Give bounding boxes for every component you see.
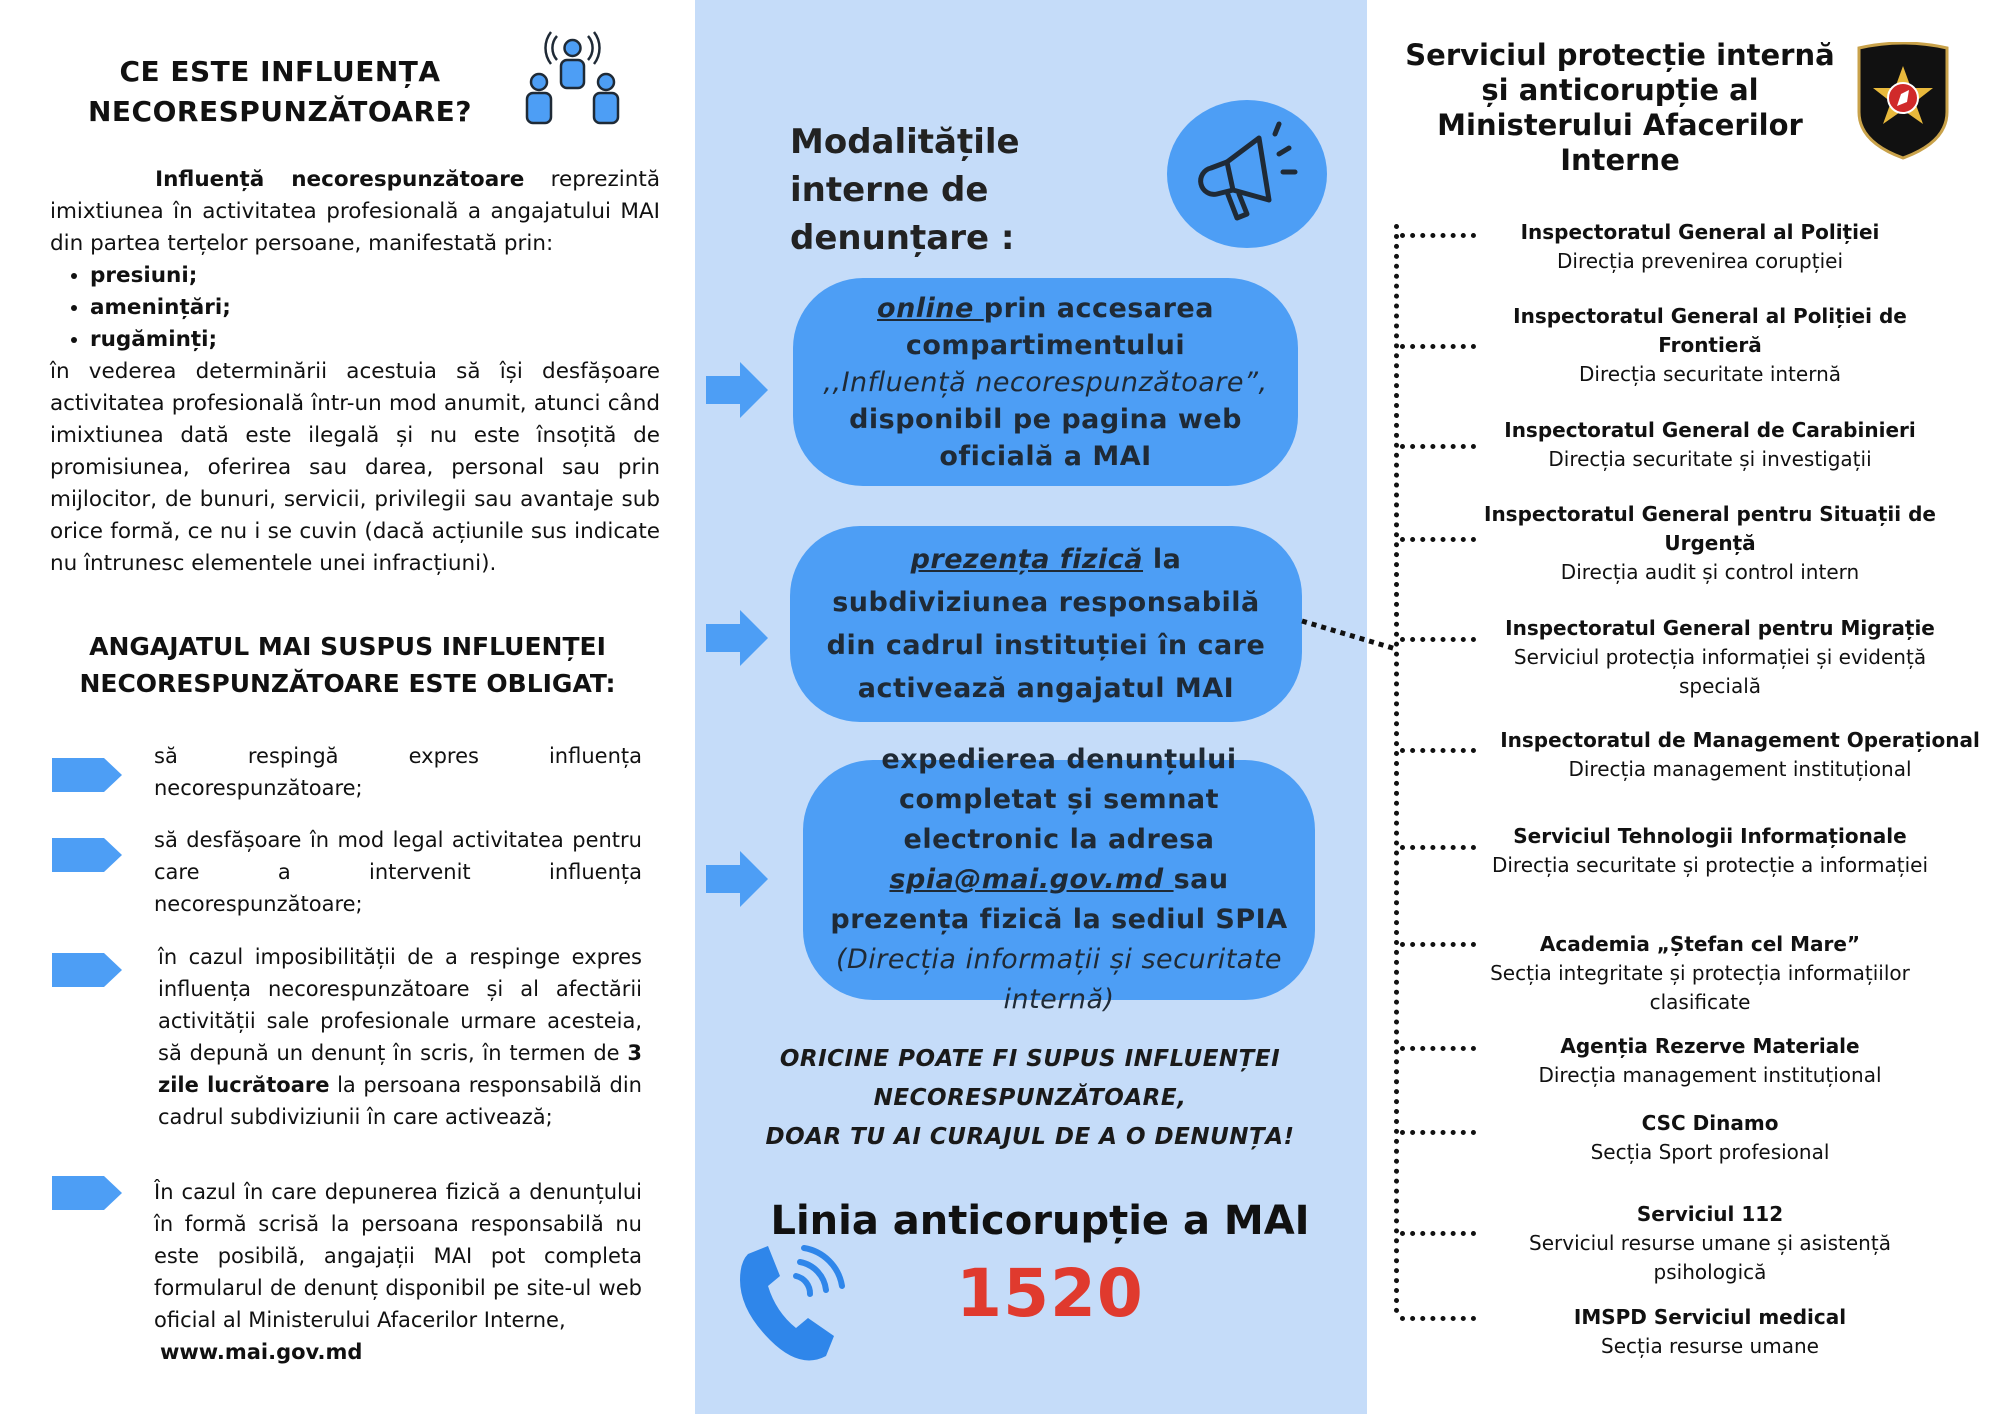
arrow-right-icon <box>706 851 768 907</box>
card-text: sau prezența fizică la sediul SPIA <box>830 864 1288 935</box>
definition-body: reprezintă imixtiunea în activitatea profesională a angajatului MAI din partea terțelor persoane, manifestată prin: <box>50 167 660 256</box>
institution-name: Serviciul 112 <box>1636 1202 1784 1226</box>
online-option-card[interactable] <box>793 278 1298 486</box>
duty-text: să respingă expres influența necorespunzătoare; <box>154 744 642 800</box>
arrow-right-icon <box>706 362 768 418</box>
institution-department: Direcția management instituțional <box>1568 757 1912 781</box>
card-text: la subdiviziunea responsabilă din cadrul instituției în care activează angajatul MAI <box>826 544 1266 704</box>
emblem-icon <box>1855 42 1951 160</box>
institution-name: Academia „Ștefan cel Mare” <box>1539 932 1861 956</box>
org-connector-branch <box>1400 444 1476 449</box>
slogan <box>720 1040 1340 1157</box>
card-text: disponibil pe pagina web oficială a MAI <box>849 403 1242 472</box>
department-title: Serviciul protecție internă și anticorupție al Ministerului Afacerilor Interne <box>1405 38 1835 177</box>
arrow-right-icon <box>706 610 768 666</box>
duty-text <box>158 941 642 1133</box>
definition-text <box>50 164 660 580</box>
institution-item <box>1470 1032 1950 1090</box>
list-item: • presiuni; <box>90 260 660 292</box>
institution-department: Direcția securitate internă <box>1578 362 1841 386</box>
hotline-number[interactable]: 1520 <box>956 1255 1144 1332</box>
org-connector-branch <box>1400 1046 1476 1051</box>
card-italic-text: ,,Influență necorespunzătoare”, <box>823 366 1268 398</box>
institution-name: Serviciul Tehnologii Informaționale <box>1513 824 1907 848</box>
phone-call-icon <box>730 1240 850 1370</box>
org-connector-line <box>1394 224 1399 1314</box>
list-item: • rugăminți; <box>90 324 660 356</box>
email-option-card[interactable] <box>803 744 1315 1015</box>
institution-department: Secția integritate și protecția informațiilor clasificate <box>1490 961 1910 1014</box>
org-connector-branch <box>1400 1231 1476 1236</box>
duty-text-start: în cazul imposibilității de a respinge expres influența necorespunzătoare și al afectării activității sale profesionale urmare acesteia, să depună un denunț în scris, în termen de <box>158 945 642 1065</box>
institution-name: Inspectoratul de Management Operațional <box>1500 728 1980 752</box>
online-link[interactable]: online <box>877 292 984 324</box>
org-connector-branch <box>1400 344 1476 349</box>
duty-text: să desfășoare în mod legal activitatea pentru care a intervenit influența necorespunzătoare; <box>154 828 642 916</box>
definition-continuation: în vederea determinării acestuia să își desfășoare activitatea profesională într-un mod anumit, atunci când imixtiunea dată este ilegală și nu este însoțită de promisiunea, oferirea sau darea, personal sau prin mijlocitor, de bunuri, servicii, privilegii sau avantaje sub orice formă, ce nu i se cuvin (dacă acțiunile sus indicate nu întrunesc elementele unei infracțiuni). <box>50 359 660 576</box>
megaphone-icon <box>1187 114 1307 234</box>
megaphone-badge <box>1167 100 1327 248</box>
institution-item <box>1480 614 1960 701</box>
institution-name: IMSPD Serviciul medical <box>1573 1305 1847 1329</box>
arrow-right-icon <box>52 758 122 792</box>
institution-department: Secția resurse umane <box>1601 1334 1819 1358</box>
institution-name: Inspectoratul General al Poliției <box>1520 220 1880 244</box>
org-connector-branch <box>1400 637 1476 642</box>
list-item: • amenințări; <box>90 292 660 324</box>
website-link[interactable]: www.mai.gov.md <box>160 1340 363 1364</box>
deadline-highlight: 3 zile lucrătoare <box>158 1041 642 1097</box>
institution-name: Agenția Rezerve Materiale <box>1560 1034 1860 1058</box>
org-connector-branch <box>1400 537 1476 542</box>
institution-item <box>1460 930 1940 1017</box>
institution-name: Inspectoratul General pentru Situații de Urgență <box>1484 502 1936 555</box>
people-broadcast-icon <box>515 30 630 145</box>
institution-department: Serviciul resurse umane și asistență psihologică <box>1529 1231 1891 1284</box>
slogan-line: ORICINE POATE FI SUPUS INFLUENȚEI <box>779 1046 1281 1072</box>
card-text: expedierea denunțului completat și semnat electronic la adresa <box>881 744 1237 855</box>
institution-item <box>1470 1200 1950 1287</box>
institution-item <box>1480 726 2000 784</box>
institution-name: Inspectoratul General pentru Migrație <box>1505 616 1935 640</box>
duty-text-body: În cazul în care depunerea fizică a denunțului în formă scrisă la persoana responsabilă nu este posibilă, angajații MAI pot completa formularul de denunț disponibil pe site-ul web oficial al Ministerului Afacerilor Interne, <box>154 1180 642 1332</box>
card-italic-text: (Direcția informații și securitate internă) <box>835 944 1283 1015</box>
institution-item <box>1460 218 1940 276</box>
definition-term: Influență necorespunzătoare <box>155 167 525 192</box>
institution-department: Direcția management instituțional <box>1538 1063 1882 1087</box>
arrow-right-icon <box>52 838 122 872</box>
card-connector-line <box>1300 615 1400 655</box>
institution-name: Inspectoratul General al Poliției de Frontieră <box>1513 304 1907 357</box>
slogan-line: NECORESPUNZĂTOARE, <box>873 1085 1187 1111</box>
physical-presence-card[interactable] <box>790 526 1302 722</box>
institution-item <box>1470 1303 1950 1361</box>
institution-name: Inspectoratul General de Carabinieri <box>1504 418 1916 442</box>
hotline-label: Linia anticorupție a MAI <box>770 1198 1310 1244</box>
physical-presence-link[interactable]: prezența fizică <box>910 544 1144 575</box>
institution-item <box>1470 302 1950 389</box>
slogan-line: DOAR TU AI CURAJUL DE A O DENUNȚA! <box>765 1124 1295 1150</box>
email-link[interactable]: spia@mai.gov.md <box>889 864 1174 895</box>
institution-item <box>1480 500 1940 587</box>
section-title: Modalitățile interne de denunțare : <box>790 122 1020 258</box>
org-connector-branch <box>1400 1316 1476 1321</box>
card-text: prin accesarea compartimentului <box>905 292 1214 361</box>
obligations-title: ANGAJATUL MAI SUSPUS INFLUENȚEI NECORESPUNZĂTOARE ESTE OBLIGAT: <box>79 632 616 698</box>
arrow-right-icon <box>52 1176 122 1210</box>
institution-department: Direcția securitate și protecție a informației <box>1491 853 1929 877</box>
page-title: CE ESTE INFLUENȚA NECORESPUNZĂTOARE? <box>87 55 472 128</box>
institution-department: Direcția audit și control intern <box>1560 560 1860 584</box>
org-connector-branch <box>1400 845 1476 850</box>
institution-department: Direcția securitate și investigații <box>1548 447 1872 471</box>
org-connector-branch <box>1400 748 1476 753</box>
institution-name: CSC Dinamo <box>1641 1111 1779 1135</box>
institution-item <box>1470 416 1950 474</box>
forms-list <box>50 260 660 356</box>
institution-department: Serviciul protecția informației și evidență specială <box>1513 645 1927 698</box>
duty-text <box>154 1176 642 1368</box>
institution-item <box>1470 822 1950 880</box>
institution-item <box>1470 1109 1950 1167</box>
institution-department: Direcția prevenirea corupției <box>1557 249 1843 273</box>
institution-department: Secția Sport profesional <box>1590 1140 1830 1164</box>
arrow-right-icon <box>52 953 122 987</box>
duty-text-end: la persoana responsabilă din cadrul subdiviziunii în care activează; <box>158 1073 642 1129</box>
org-connector-branch <box>1400 1130 1476 1135</box>
